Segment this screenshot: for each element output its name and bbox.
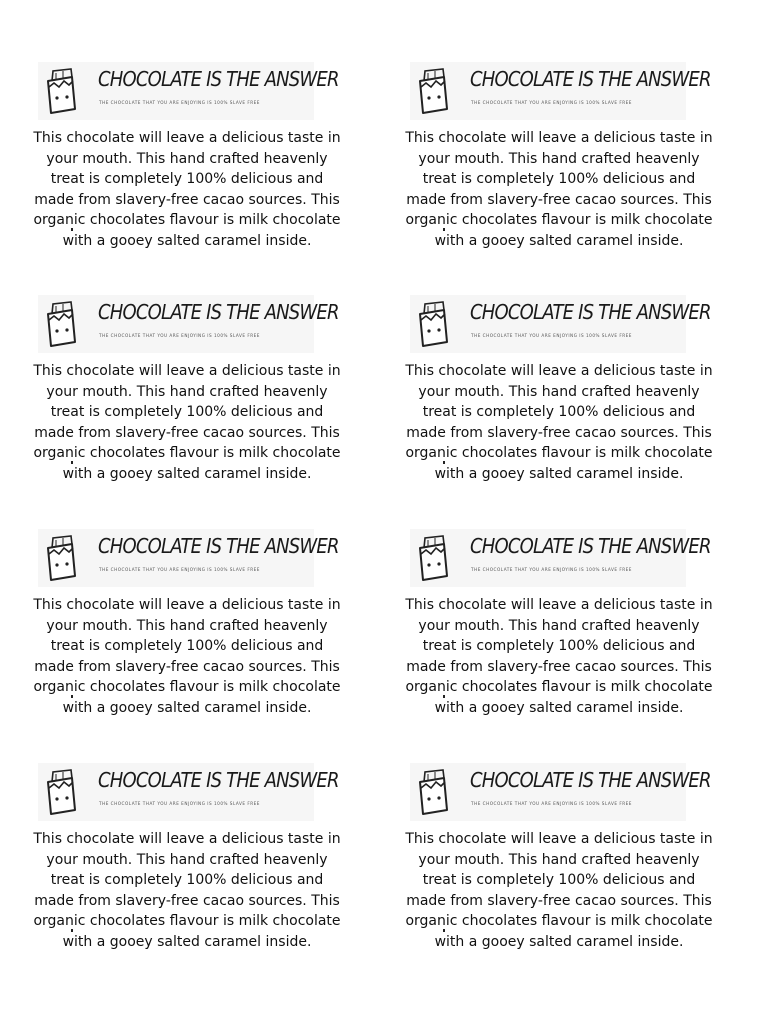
chocolate-label	[32, 529, 352, 739]
chocolate-bar-icon	[414, 532, 454, 584]
chocolate-bar-icon	[42, 532, 82, 584]
stray-mark	[71, 929, 73, 932]
brand-title: CHOCOLATE IS THE ANSWER	[470, 535, 711, 559]
stray-mark	[443, 929, 445, 932]
chocolate-bar-icon	[42, 65, 82, 117]
brand-tagline: THE CHOCOLATE THAT YOU ARE ENJOYING IS 100% SLAVE FREE	[99, 333, 260, 338]
product-description: This chocolate will leave a delicious taste in your mouth. This hand crafted heavenly treat is completely 100% delicious and made from slavery-free cacao sources. This organic chocolates flavour is milk chocolate with a gooey salted caramel inside.	[405, 363, 713, 482]
product-description: This chocolate will leave a delicious taste in your mouth. This hand crafted heavenly treat is completely 100% delicious and made from slavery-free cacao sources. This organic chocolates flavour is milk chocolate with a gooey salted caramel inside.	[405, 130, 713, 249]
chocolate-bar-icon	[414, 65, 454, 117]
chocolate-label	[32, 763, 352, 973]
chocolate-bar-icon	[42, 766, 82, 818]
chocolate-bar-icon	[42, 298, 82, 350]
chocolate-bar-icon	[414, 766, 454, 818]
product-description: This chocolate will leave a delicious taste in your mouth. This hand crafted heavenly treat is completely 100% delicious and made from slavery-free cacao sources. This organic chocolates flavour is milk chocolate with a gooey salted caramel inside.	[405, 597, 713, 716]
stray-mark	[443, 461, 445, 464]
brand-tagline: THE CHOCOLATE THAT YOU ARE ENJOYING IS 100% SLAVE FREE	[99, 801, 260, 806]
brand-title: CHOCOLATE IS THE ANSWER	[470, 68, 711, 92]
brand-banner	[38, 295, 339, 353]
brand-banner	[38, 62, 339, 120]
brand-banner	[410, 529, 711, 587]
brand-tagline: THE CHOCOLATE THAT YOU ARE ENJOYING IS 100% SLAVE FREE	[471, 100, 632, 105]
brand-title: CHOCOLATE IS THE ANSWER	[98, 68, 339, 92]
brand-tagline: THE CHOCOLATE THAT YOU ARE ENJOYING IS 100% SLAVE FREE	[471, 801, 632, 806]
brand-banner	[410, 295, 711, 353]
brand-tagline: THE CHOCOLATE THAT YOU ARE ENJOYING IS 100% SLAVE FREE	[471, 333, 632, 338]
brand-banner	[410, 763, 711, 821]
brand-title: CHOCOLATE IS THE ANSWER	[98, 301, 339, 325]
brand-banner	[410, 62, 711, 120]
stray-mark	[443, 228, 445, 231]
product-description: This chocolate will leave a delicious taste in your mouth. This hand crafted heavenly treat is completely 100% delicious and made from slavery-free cacao sources. This organic chocolates flavour is milk chocolate with a gooey salted caramel inside.	[405, 831, 713, 950]
stray-mark	[71, 228, 73, 231]
chocolate-label	[404, 529, 724, 739]
product-description: This chocolate will leave a delicious taste in your mouth. This hand crafted heavenly treat is completely 100% delicious and made from slavery-free cacao sources. This organic chocolates flavour is milk chocolate with a gooey salted caramel inside.	[33, 363, 341, 482]
stray-mark	[443, 695, 445, 698]
brand-banner	[38, 763, 339, 821]
brand-title: CHOCOLATE IS THE ANSWER	[98, 769, 339, 793]
product-description: This chocolate will leave a delicious taste in your mouth. This hand crafted heavenly treat is completely 100% delicious and made from slavery-free cacao sources. This organic chocolates flavour is milk chocolate with a gooey salted caramel inside.	[33, 597, 341, 716]
chocolate-label	[404, 763, 724, 973]
product-description: This chocolate will leave a delicious taste in your mouth. This hand crafted heavenly treat is completely 100% delicious and made from slavery-free cacao sources. This organic chocolates flavour is milk chocolate with a gooey salted caramel inside.	[33, 130, 341, 249]
chocolate-label	[404, 62, 724, 272]
brand-tagline: THE CHOCOLATE THAT YOU ARE ENJOYING IS 100% SLAVE FREE	[99, 100, 260, 105]
brand-title: CHOCOLATE IS THE ANSWER	[470, 769, 711, 793]
stray-mark	[71, 695, 73, 698]
product-description: This chocolate will leave a delicious taste in your mouth. This hand crafted heavenly treat is completely 100% delicious and made from slavery-free cacao sources. This organic chocolates flavour is milk chocolate with a gooey salted caramel inside.	[33, 831, 341, 950]
chocolate-label	[32, 62, 352, 272]
brand-banner	[38, 529, 339, 587]
chocolate-label	[32, 295, 352, 505]
stray-mark	[71, 461, 73, 464]
brand-tagline: THE CHOCOLATE THAT YOU ARE ENJOYING IS 100% SLAVE FREE	[471, 567, 632, 572]
chocolate-bar-icon	[414, 298, 454, 350]
brand-title: CHOCOLATE IS THE ANSWER	[470, 301, 711, 325]
brand-title: CHOCOLATE IS THE ANSWER	[98, 535, 339, 559]
chocolate-label	[404, 295, 724, 505]
brand-tagline: THE CHOCOLATE THAT YOU ARE ENJOYING IS 100% SLAVE FREE	[99, 567, 260, 572]
